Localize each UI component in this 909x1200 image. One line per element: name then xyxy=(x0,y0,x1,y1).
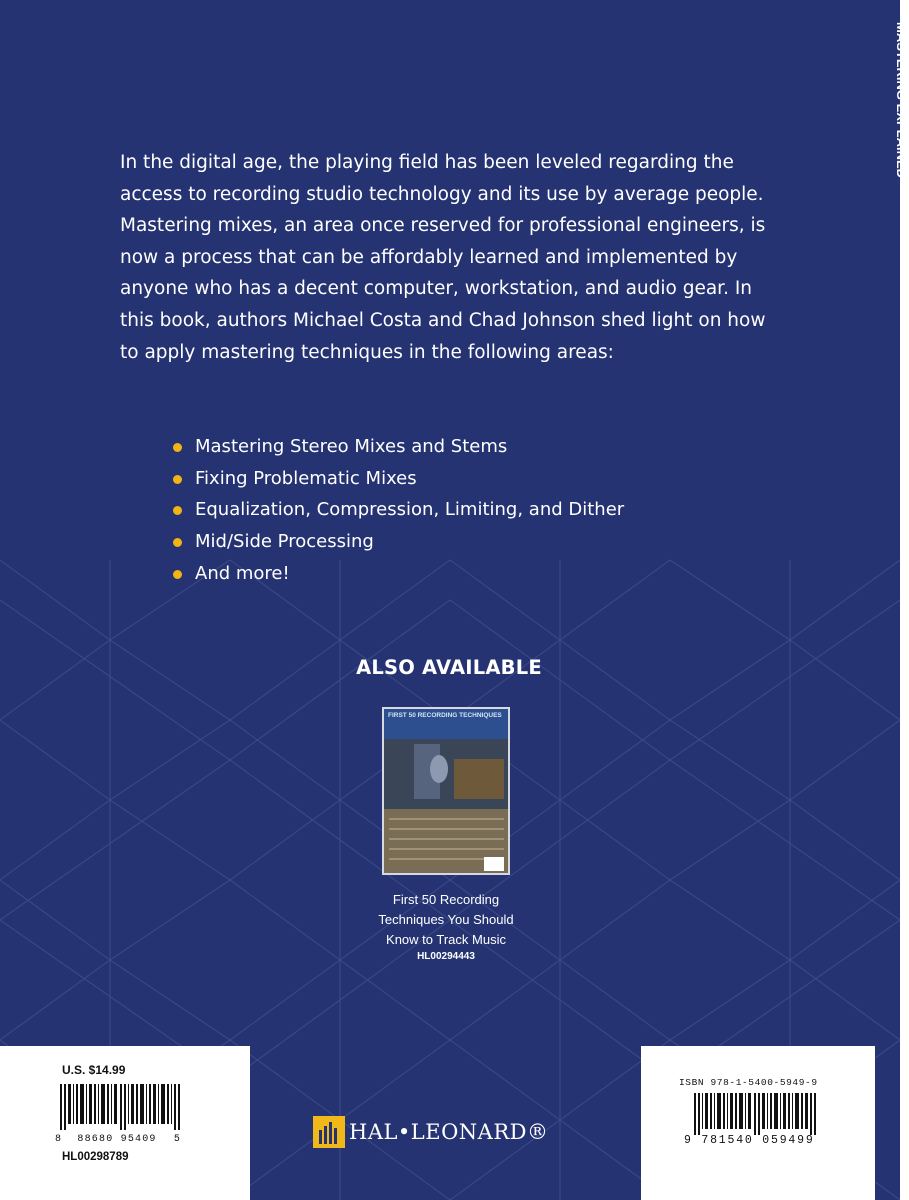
spine-title: MASTERING EXPLAINED xyxy=(894,22,909,179)
isbn-digits: 9 781540 059499 xyxy=(684,1134,815,1147)
related-book-cover-title: FIRST 50 RECORDING TECHNIQUES xyxy=(384,709,508,739)
bullet-icon xyxy=(173,443,182,452)
upc-barcode-icon xyxy=(60,1084,190,1130)
also-available-heading: ALSO AVAILABLE xyxy=(356,656,542,679)
keyboard-logo-icon xyxy=(313,1116,345,1148)
bullet-icon xyxy=(173,538,182,547)
description-paragraph: In the digital age, the playing field has been leveled regarding the access to recording studio technology and its use by average people. Mastering mixes, an area once reserved for professional engineers, is now a process that can be affordably learned and implemented by anyone who has a decent computer, workstation, and audio gear. In this book, authors Michael Costa and Chad Johnson shed light on how to apply mastering techniques in the following areas: xyxy=(120,152,766,363)
topic-item: Fixing Problematic Mixes xyxy=(170,463,624,495)
bullet-icon xyxy=(173,570,182,579)
topics-list xyxy=(170,431,624,589)
related-book-code: HL00294443 xyxy=(417,951,475,962)
related-book-caption: First 50 Recording Techniques You Should Know to Track Music xyxy=(378,892,514,947)
isbn-barcode-icon xyxy=(694,1093,822,1135)
topic-item: Mid/Side Processing xyxy=(170,526,624,558)
publisher-name: HAL•LEONARD® xyxy=(349,1120,549,1144)
publisher-logo xyxy=(313,1114,549,1150)
product-code: HL00298789 xyxy=(62,1151,129,1163)
bullet-icon xyxy=(173,506,182,515)
related-book-cover[interactable] xyxy=(382,707,510,875)
topic-item: And more! xyxy=(170,558,624,590)
upc-digits: 8 88680 95409 5 xyxy=(55,1134,182,1145)
isbn-text: ISBN 978-1-5400-5949-9 xyxy=(679,1077,818,1088)
bullet-icon xyxy=(173,475,182,484)
topic-item: Equalization, Compression, Limiting, and Dither xyxy=(170,494,624,526)
topic-item: Mastering Stereo Mixes and Stems xyxy=(170,431,624,463)
studio-photo-image xyxy=(384,739,508,873)
price-text: U.S. $14.99 xyxy=(62,1063,126,1077)
